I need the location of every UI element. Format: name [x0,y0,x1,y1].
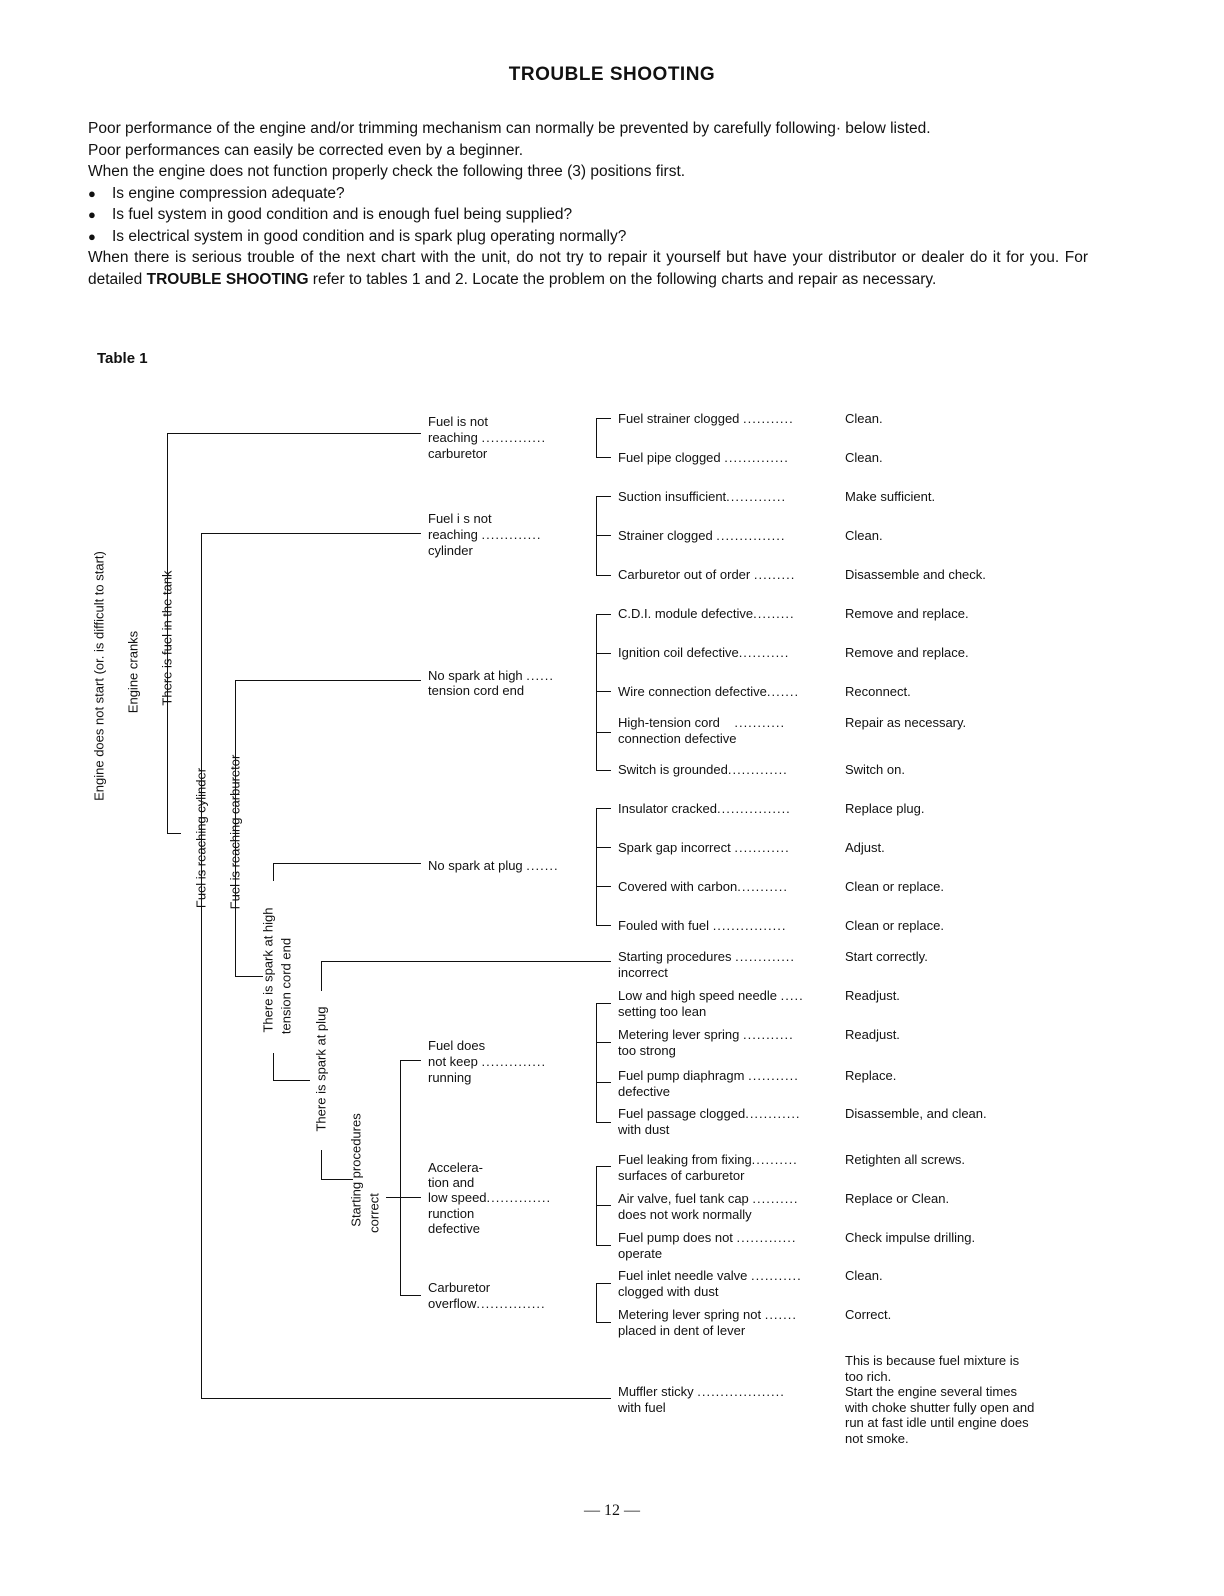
label-engine-does-not-start: Engine does not start (or. is difficult to start) [91,551,107,801]
cause-text: Carburetor out of order ......... [618,567,796,582]
remedy-text: Replace plug. [845,801,925,816]
remedy-text: Clean. [845,1268,883,1283]
cause-text: Low and high speed needle ..... [618,988,804,1003]
cause-text: Fuel passage clogged............ [618,1106,801,1121]
remedy-text: not smoke. [845,1431,909,1446]
label-fuel-reaching-cylinder: Fuel is reaching cylinder [193,767,209,909]
remedy-text: Remove and replace. [845,645,969,660]
page-number: — 12 — [584,1502,640,1519]
remedy-text: Clean. [845,528,883,543]
cause-text: Starting procedures ............. [618,949,796,964]
label-fuel-reaching-carburetor: Fuel is reaching carburetor [227,754,243,910]
cause-text-2: placed in dent of lever [618,1323,746,1338]
cause-text: Fouled with fuel ................ [618,918,787,933]
check-item: ● Is fuel system in good condition and is enough fuel being supplied? [88,204,1088,226]
cause-text-2: too strong [618,1043,676,1058]
cause-text: Wire connection defective....... [618,684,800,699]
cause-text: Fuel pump diaphragm ........... [618,1068,799,1083]
remedy-text: Check impulse drilling. [845,1230,976,1245]
remedy-text: Retighten all screws. [845,1152,965,1167]
cause-text: Muffler sticky ................... [618,1384,785,1399]
remedy-text: Adjust. [845,840,885,855]
remedy-text: Correct. [845,1307,892,1322]
cause-text: High-tension cord ........... [618,715,786,730]
intro-text [88,118,1088,290]
cause-text-2: defective [618,1084,671,1099]
cause-text-2: clogged with dust [618,1284,719,1299]
cause-text: Switch is grounded............. [618,762,788,777]
label-engine-cranks: Engine cranks [125,630,141,714]
cause-text-2: operate [618,1246,663,1261]
cause-text: Fuel inlet needle valve ........... [618,1268,802,1283]
cause-text-2: incorrect [618,965,668,980]
cause-text: Fuel pipe clogged .............. [618,450,789,465]
cause-text: C.D.I. module defective......... [618,606,795,621]
remedy-text: Disassemble and check. [845,567,986,582]
check-item: ● Is electrical system in good condition and is spark plug operating normally? [88,226,1088,248]
label-spark-high-tension-2: tension cord end [278,937,294,1035]
remedy-text: Clean or replace. [845,918,944,933]
cause-text-2: surfaces of carburetor [618,1168,745,1183]
remedy-text: Readjust. [845,988,900,1003]
label-spark-high-tension: There is spark at high [260,907,276,1033]
check-item: ● Is engine compression adequate? [88,183,1088,205]
cause-text: Spark gap incorrect ............ [618,840,790,855]
remedy-text: Reconnect. [845,684,911,699]
intro-paragraph-1: Poor performance of the engine and/or trimming mechanism can normally be prevented by carefully following· below listed. [88,120,931,137]
cause-text: Ignition coil defective........... [618,645,790,660]
cause-text: Metering lever spring not ....... [618,1307,797,1322]
remedy-text: Replace or Clean. [845,1191,950,1206]
cause-text-2: does not work normally [618,1207,752,1222]
remedy-text: too rich. [845,1369,892,1384]
cause-text-2: with dust [618,1122,670,1137]
remedy-text: Remove and replace. [845,606,969,621]
cause-text: Insulator cracked................ [618,801,791,816]
remedy-text: Repair as necessary. [845,715,967,730]
remedy-text: This is because fuel mixture is [845,1353,1020,1368]
cause-text: Metering lever spring ........... [618,1027,794,1042]
cause-text-2: connection defective [618,731,737,746]
check-list [88,183,1088,248]
cause-text: Fuel strainer clogged ........... [618,411,794,426]
remedy-text: Disassemble, and clean. [845,1106,987,1121]
remedy-text: Clean or replace. [845,879,944,894]
cause-text-2: setting too lean [618,1004,707,1019]
cause-text: Air valve, fuel tank cap .......... [618,1191,799,1206]
remedy-text: Start the engine several times [845,1384,1017,1399]
intro-paragraph-2: Poor performances can easily be corrected even by a beginner. [88,141,524,159]
remedy-text: with choke shutter fully open and [845,1400,1035,1415]
label-spark-at-plug: There is spark at plug [313,1006,329,1132]
label-starting-correct-2: correct [366,1193,382,1233]
cause-text: Fuel pump does not ............. [618,1230,797,1245]
remedy-text: run at fast idle until engine does [845,1415,1029,1430]
remedy-text: Switch on. [845,762,905,777]
remedy-text: Clean. [845,411,883,426]
intro-paragraph-3: When the engine does not function properly check the following three (3) positions first. [88,163,686,180]
cause-text: Covered with carbon........... [618,879,788,894]
cause-text-2: with fuel [618,1400,666,1415]
remedy-text: Clean. [845,450,883,465]
remedy-text: Start correctly. [845,949,928,964]
table-label: Table 1 [97,350,148,367]
cause-text: Suction insufficient............. [618,489,787,504]
cause-text: Strainer clogged ............... [618,528,786,543]
cause-text: Fuel leaking from fixing.......... [618,1152,798,1167]
label-fuel-in-tank: There is fuel in the tank [159,570,175,706]
remedy-text: Make sufficient. [845,489,936,504]
page-title: TROUBLE SHOOTING [508,64,716,85]
remedy-text: Readjust. [845,1027,900,1042]
remedy-text: Replace. [845,1068,897,1083]
intro-paragraph-4: When there is serious trouble of the next chart with the unit, do not try to repair it yourself but have your distributor or dealer do it for you. For detailed TROUBLE SHOOTING refer to tables 1 and 2. Locate the problem on the following charts and repair as necessary. [88,249,1088,288]
label-starting-procedures-correct: Starting procedures [348,1113,364,1227]
